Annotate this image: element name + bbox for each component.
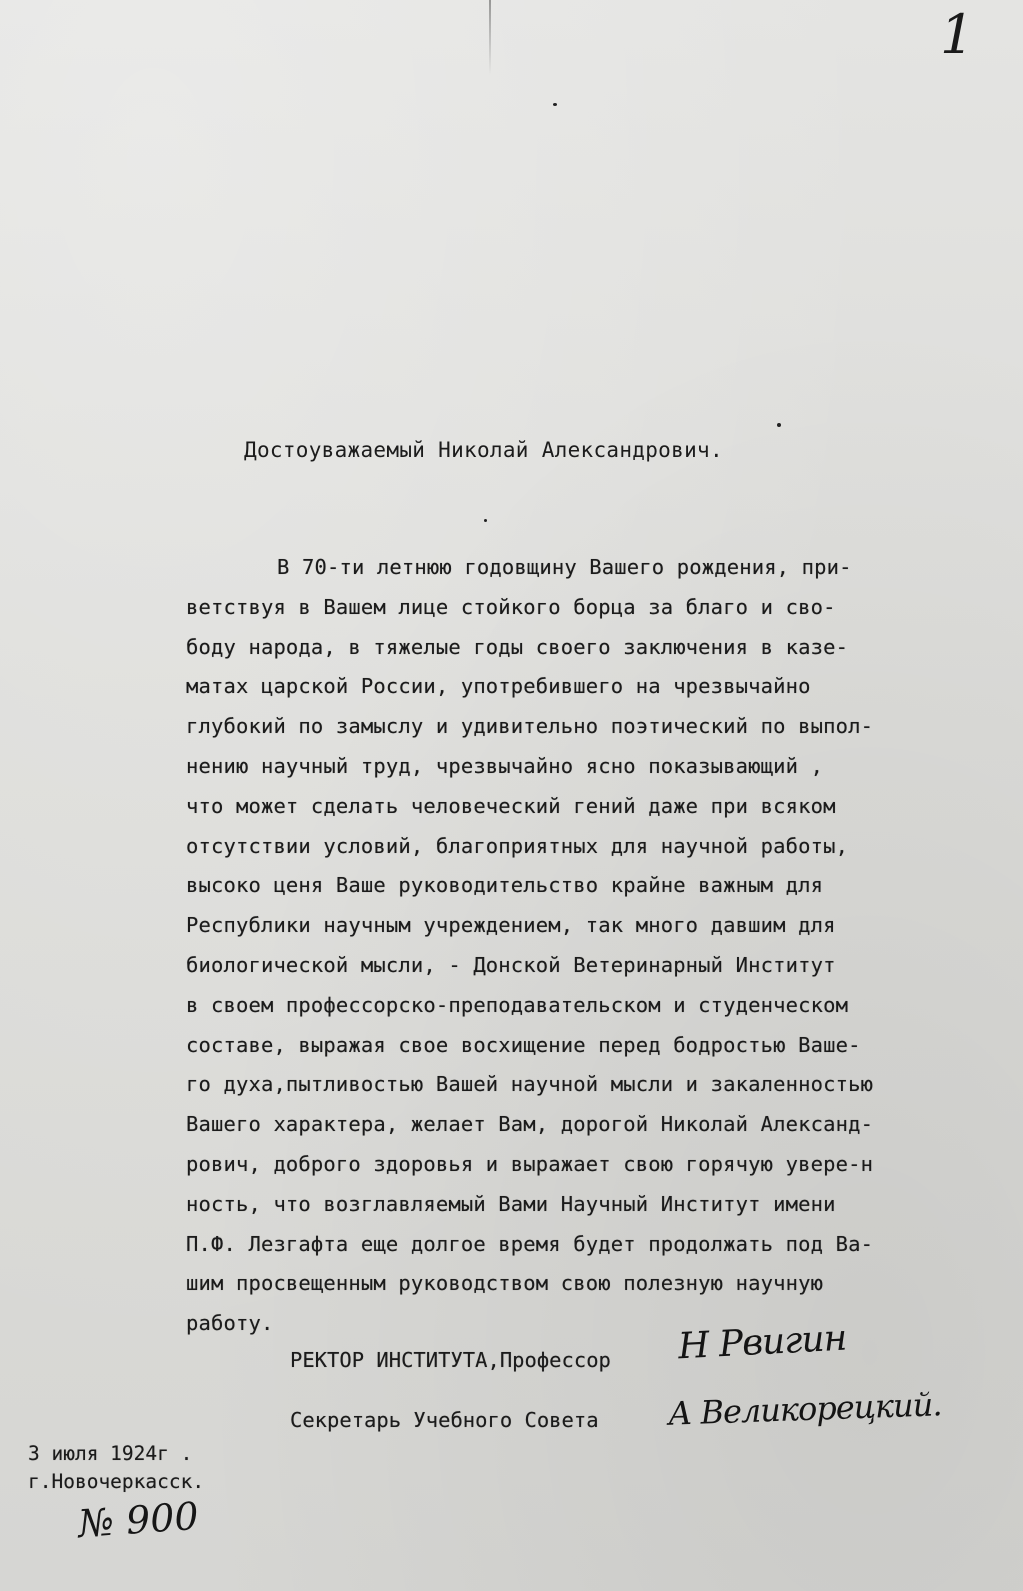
ink-speck (553, 103, 557, 106)
body-line: в своем профессорско-преподавательском и студенческом (186, 992, 849, 1017)
body-line: го духа,пытливостью Вашей научной мысли и закаленностью (186, 1072, 874, 1097)
ink-speck (484, 519, 487, 522)
secretary-title: Секретарь Учебного Совета (290, 1408, 599, 1432)
secretary-signature: А Великорецкий. (667, 1385, 943, 1433)
body-line: отсутствии условий, благоприятных для научной работы, (186, 833, 849, 858)
body-line: работу. (186, 1311, 274, 1336)
body-line: высоко ценя Ваше руководительство крайне важным для (186, 873, 824, 898)
body-line: Вашего характера, желает Вам, дорогой Николай Александ- (186, 1112, 874, 1137)
document-city: г.Новочеркасск. (28, 1470, 205, 1493)
page-number-mark: 1 (940, 3, 975, 66)
rector-title: РЕКТОР ИНСТИТУТА,Профессор (290, 1348, 611, 1372)
footer-block (28, 1440, 204, 1496)
body-line: В 70-ти летнюю годовщину Вашего рождения, при- (277, 555, 852, 579)
body-line: ность, что возглавляемый Вами Научный Институт имени (186, 1191, 836, 1216)
rector-signature: Н Рвигин (677, 1317, 848, 1368)
body-line: П.Ф. Лезгафта еще долгое время будет продолжать под Ва- (186, 1231, 874, 1256)
paper-fold-line (489, 0, 491, 75)
body-line: нению научный труд, чрезвычайно ясно показывающий , (186, 753, 824, 778)
ink-speck (777, 423, 781, 427)
letter-body (186, 548, 1006, 1344)
body-line: боду народа, в тяжелые годы своего заключения в казе- (186, 634, 849, 659)
body-line: рович, доброго здоровья и выражает свою горячую увере-н (186, 1151, 874, 1176)
body-line: что может сделать человеческий гений даже при всяком (186, 793, 836, 818)
body-line: шим просвещенным руководством свою полезную научную (186, 1271, 824, 1296)
document-number: № 900 (76, 1493, 200, 1547)
body-line: биологической мысли, - Донской Ветеринарный Институт (186, 952, 836, 977)
body-line: глубокий по замыслу и удивительно поэтический по выпол- (186, 714, 874, 739)
document-date: 3 июля 1924г . (28, 1442, 193, 1465)
salutation: Достоуважаемый Николай Александрович. (244, 438, 723, 462)
body-line: составе, выражая свое восхищение перед бодростью Ваше- (186, 1032, 861, 1057)
body-line: Республики научным учреждением, так много давшим для (186, 913, 836, 938)
body-line: ветствуя в Вашем лице стойкого борца за благо и сво- (186, 594, 836, 619)
body-line: матах царской России, употребившего на чрезвычайно (186, 674, 811, 699)
